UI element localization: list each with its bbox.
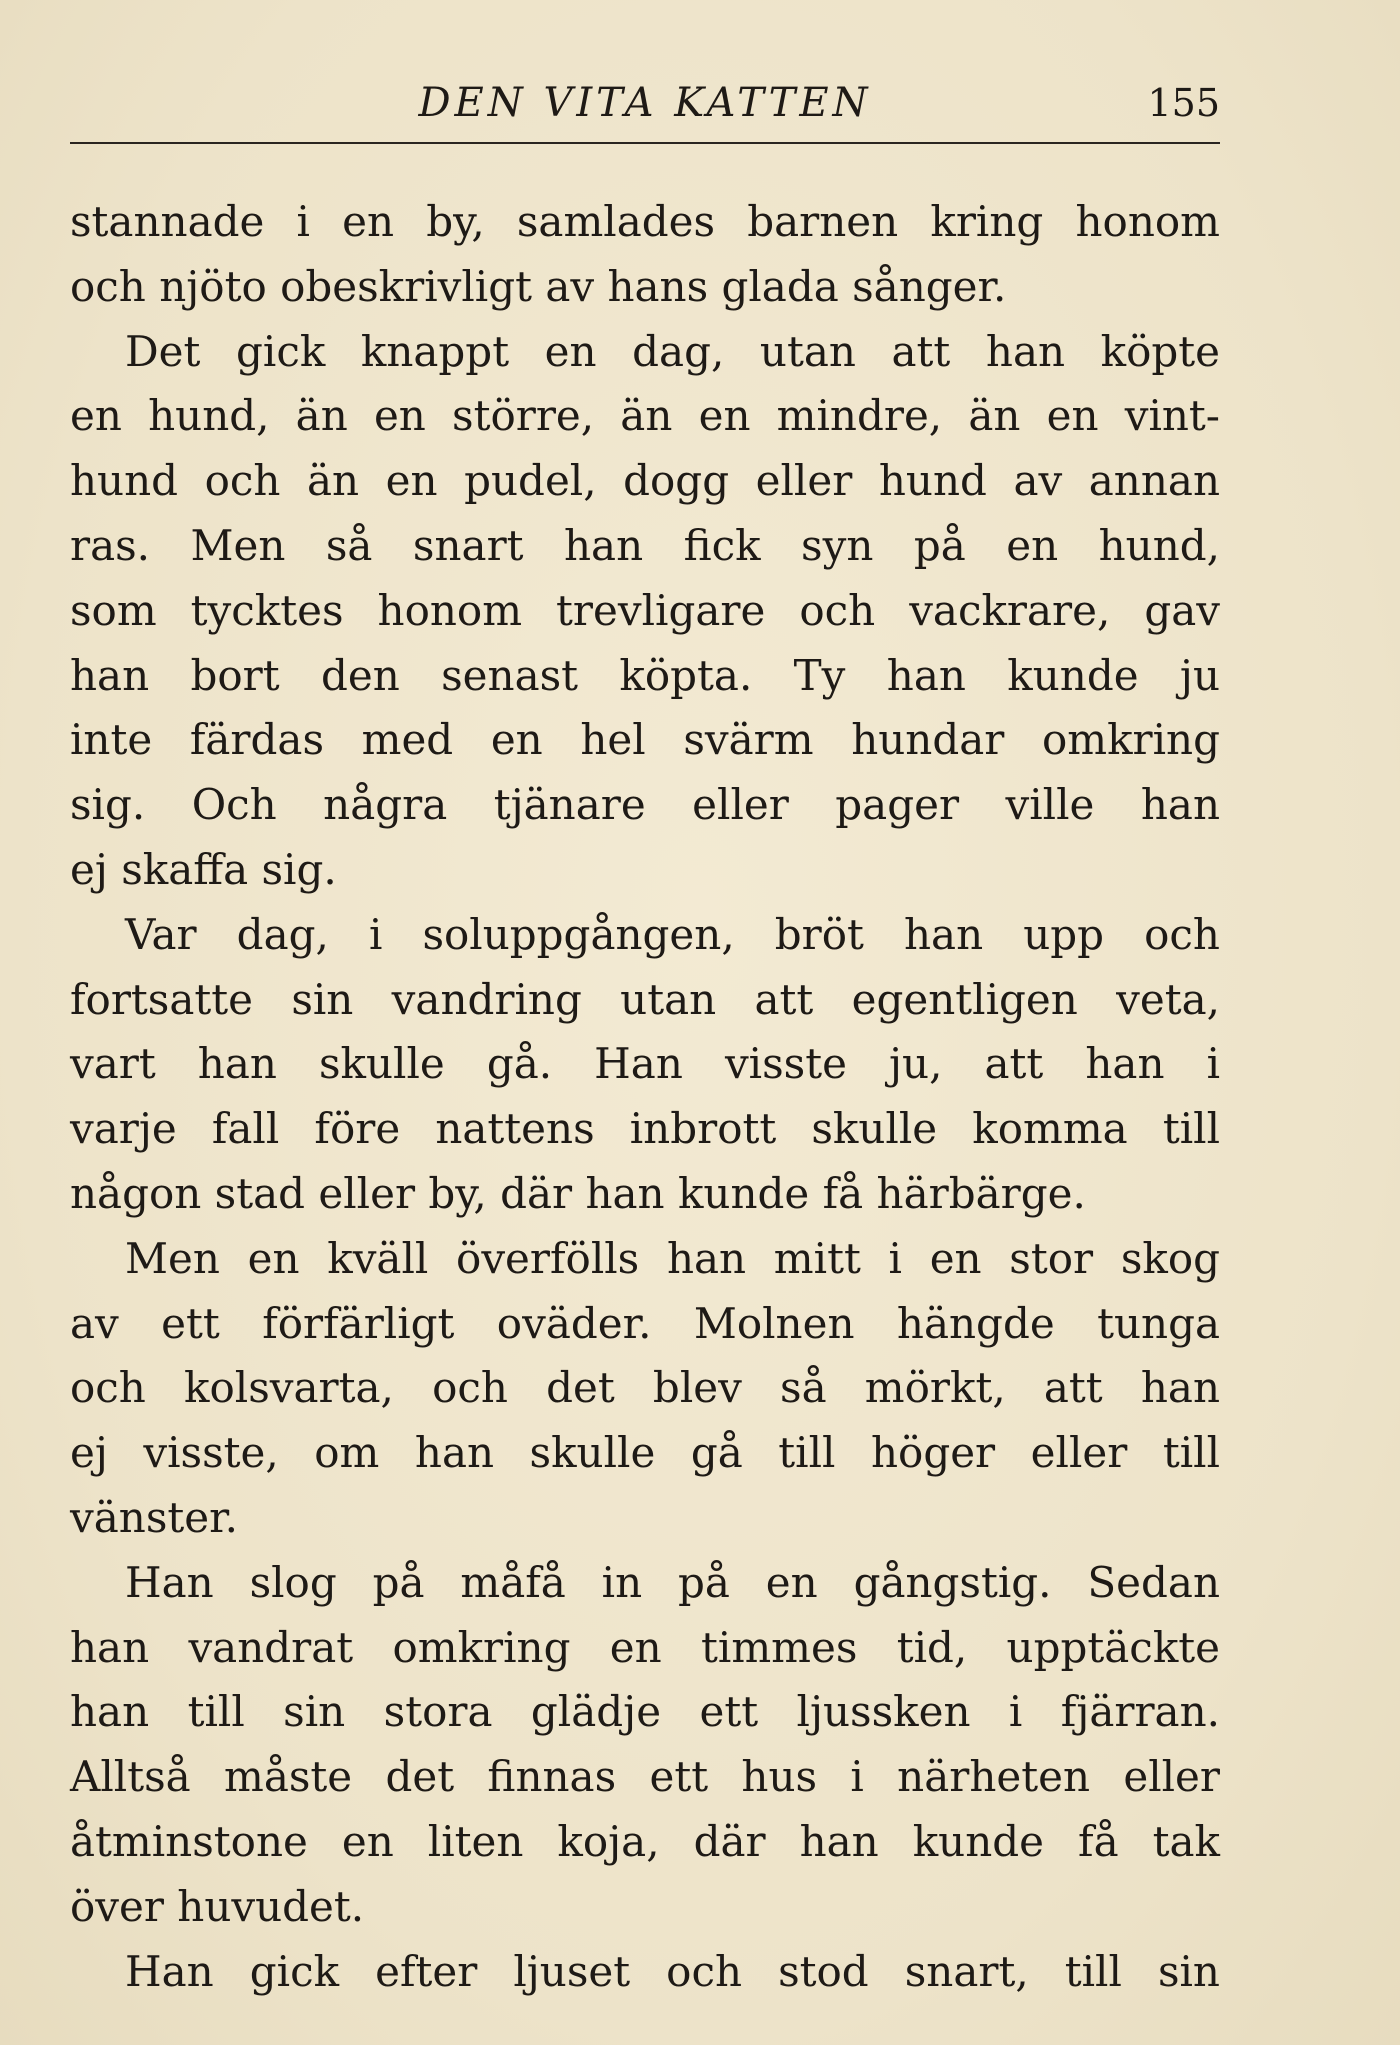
text-line: åtminstone en liten koja, där han kunde få tak — [70, 1816, 1220, 1866]
text-line: Var dag, i soluppgången, bröt han upp och — [125, 909, 1220, 959]
text-line: och kolsvarta, och det blev så mörkt, att han — [70, 1363, 1220, 1413]
text-line: vänster. — [70, 1492, 238, 1542]
text-line: av ett förfärligt oväder. Molnen hängde tunga — [70, 1298, 1220, 1348]
text-line: Det gick knappt en dag, utan att han köpte — [125, 326, 1220, 376]
text-line: någon stad eller by, där han kunde få härbärge. — [70, 1168, 1086, 1218]
text-line: fortsatte sin vandring utan att egentligen veta, — [70, 974, 1220, 1024]
text-line: han till sin stora glädje ett ljussken i fjärran. — [70, 1687, 1220, 1737]
text-line: stannade i en by, samlades barnen kring honom — [70, 197, 1220, 246]
page-number: 155 — [1147, 81, 1220, 125]
text-line: ej skaffa sig. — [70, 844, 337, 894]
running-title: DEN VITA KATTEN — [418, 80, 872, 126]
running-head — [70, 78, 1220, 128]
body-text — [70, 190, 1220, 2004]
text-line: och njöto obeskrivligt av hans glada sånger. — [70, 261, 1007, 311]
text-line: varje fall före nattens inbrott skulle komma till — [70, 1104, 1220, 1154]
text-line: Han slog på måfå in på en gångstig. Sedan — [125, 1557, 1220, 1607]
text-line: sig. Och några tjänare eller pager ville han — [70, 780, 1220, 830]
text-line: över huvudet. — [70, 1881, 365, 1931]
text-line: Men en kväll överfölls han mitt i en stor skog — [125, 1233, 1220, 1283]
text-line: inte färdas med en hel svärm hundar omkring — [70, 715, 1220, 765]
text-line: som tycktes honom trevligare och vackrare, gav — [70, 585, 1220, 635]
text-line: hund och än en pudel, dogg eller hund av annan — [70, 456, 1220, 506]
text-line: Han gick efter ljuset och stod snart, till sin — [125, 1946, 1220, 1996]
text-line: Alltså måste det finnas ett hus i närheten eller — [70, 1752, 1220, 1802]
text-line: han bort den senast köpta. Ty han kunde ju — [70, 650, 1220, 700]
text-line: ras. Men så snart han fick syn på en hund, — [70, 520, 1220, 570]
text-line: han vandrat omkring en timmes tid, upptäckte — [70, 1622, 1220, 1672]
text-line: en hund, än en större, än en mindre, än en vint- — [70, 391, 1220, 441]
text-line: vart han skulle gå. Han visste ju, att han i — [70, 1039, 1220, 1089]
header-rule — [70, 142, 1220, 144]
text-line: ej visste, om han skulle gå till höger eller till — [70, 1428, 1220, 1478]
